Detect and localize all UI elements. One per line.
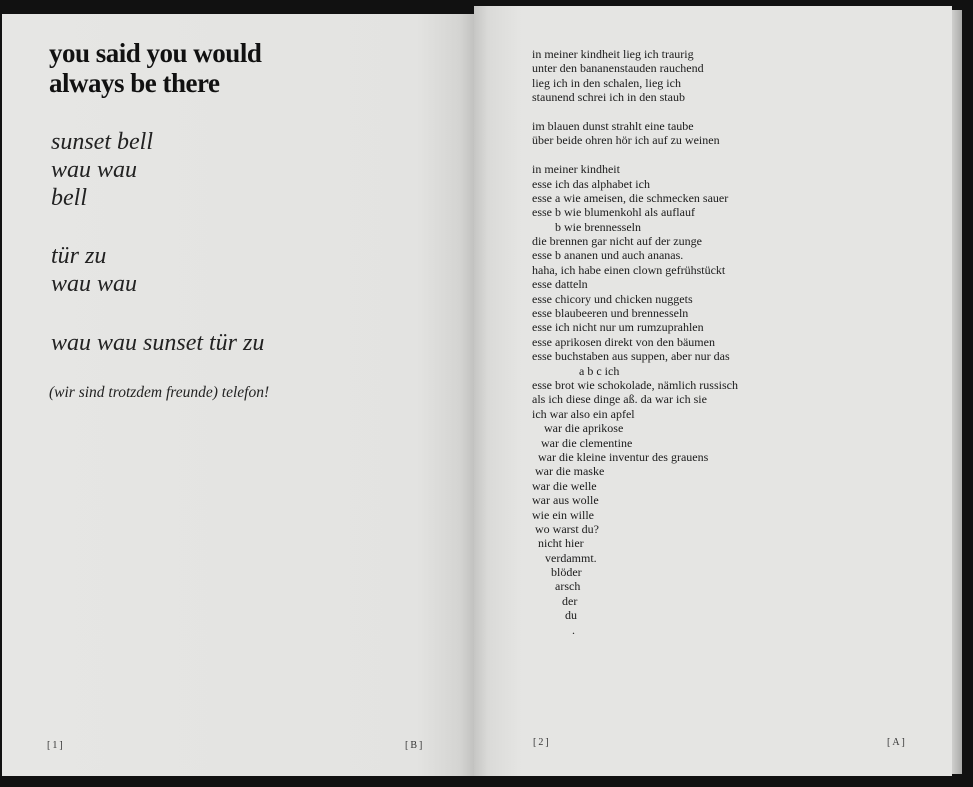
poem-line: staunend schrei ich in den staub [532,90,685,105]
poem-line: verdammt. [545,550,597,565]
poem-line: war die maske [535,464,605,479]
poem-line: war die aprikose [544,421,624,436]
title-line: you said you would [49,38,262,68]
stanza-line: wau wau [51,271,138,297]
parenthetical-line: (wir sind trotzdem freunde) telefon! [49,384,270,401]
poem-line: nicht hier [538,536,584,551]
poem-line: esse brot wie schokolade, nämlich russisch [532,377,738,392]
stanza-3 [51,329,264,357]
poem-line: die brennen gar nicht auf der zunge [532,234,702,249]
poem-line: esse ich nicht nur um rumzuprahlen [532,320,704,335]
page-number-left: [1] [47,740,65,751]
section-marker-right: [A] [887,737,907,748]
poem-line [532,105,738,119]
poem-line: b wie brennesseln [555,219,641,234]
page-number-right: [2] [533,737,551,748]
poem-line: esse buchstaben aus suppen, aber nur das [532,349,730,364]
poem-line: arsch [555,579,581,594]
title-line: always be there [49,68,220,98]
poem-line: esse b wie blumenkohl als auflauf [532,205,695,220]
poem-line: war aus wolle [532,493,599,508]
poem-line: der [562,593,578,608]
poem-line: war die clementine [541,435,633,450]
stanza-2 [51,242,137,298]
poem-line: als ich diese dinge aß. da war ich sie [532,392,707,407]
poem-line: unter den bananenstauden rauchend [532,61,704,76]
poem-line [532,148,738,162]
stanza-line: bell [51,185,87,211]
poem-line: in meiner kindheit lieg ich traurig [532,47,694,61]
poem-line: war die kleine inventur des grauens [538,449,709,464]
poem-body [532,47,738,637]
poem-line: wie ein wille [532,507,594,522]
poem-title [49,38,261,98]
stanza-line: wau wau [51,157,138,183]
poem-line: esse blaubeeren und brennesseln [532,306,689,321]
poem-line: esse b ananen und auch ananas. [532,248,684,263]
poem-line: esse datteln [532,277,588,292]
poem-line: . [572,622,575,637]
poem-line: du [565,608,577,623]
page-edge [952,10,962,774]
stanza-1 [51,128,153,212]
poem-line: blöder [551,565,582,580]
poem-line: wo warst du? [535,521,599,536]
poem-line: über beide ohren hör ich auf zu weinen [532,133,720,148]
poem-line: esse aprikosen direkt von den bäumen [532,334,715,349]
section-marker-left: [B] [405,740,425,751]
poem-line: esse chicory und chicken nuggets [532,291,693,306]
poem-line: haha, ich habe einen clown gefrühstückt [532,262,726,277]
stanza-line: wau wau sunset tür zu [51,330,265,356]
poem-line: esse ich das alphabet ich [532,176,650,191]
poem-line: esse a wie ameisen, die schmecken sauer [532,190,729,205]
poem-line: a b c ich [579,363,620,378]
stanza-line: tür zu [51,243,107,269]
poem-line: lieg ich in den schalen, lieg ich [532,75,681,90]
poem-line: war die welle [532,478,597,493]
poem-line: ich war also ein apfel [532,406,635,421]
stanza-line: sunset bell [51,129,153,155]
poem-line: im blauen dunst strahlt eine taube [532,118,694,133]
poem-line: in meiner kindheit [532,162,620,177]
